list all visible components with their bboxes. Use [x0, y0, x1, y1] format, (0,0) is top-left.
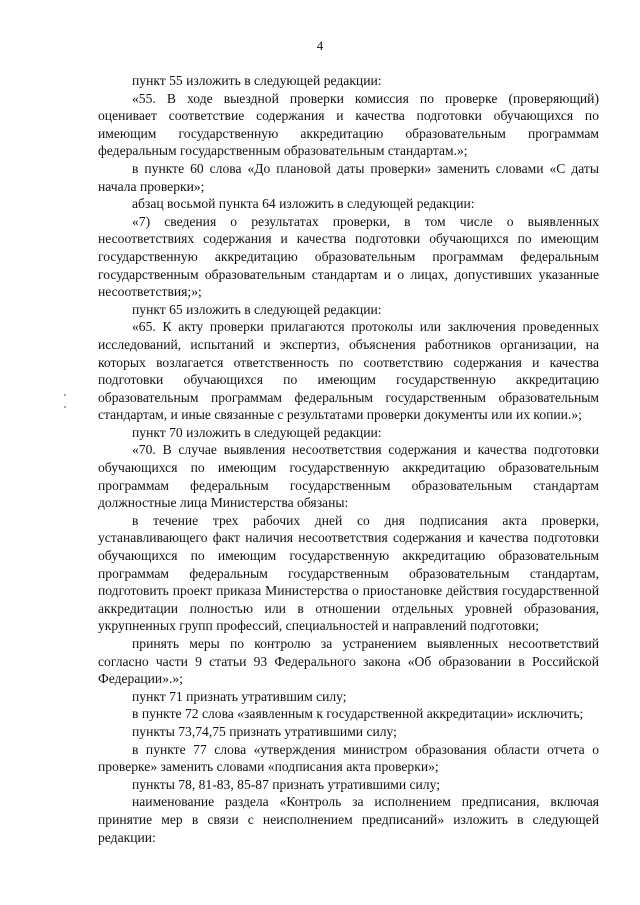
paragraph-item-70-duty-2: принять меры по контролю за устранением выявленных несоответствий согласно части 9 статьи 93 Федерального закона «Об образовании в Российской Федерации».»; — [98, 636, 599, 687]
paragraph-item-71: пункт 71 признать утратившим силу; — [132, 688, 347, 704]
paragraph-items-78-87: пункты 78, 81-83, 85-87 признать утратившими силу; — [132, 776, 440, 792]
scan-speck — [64, 406, 66, 408]
paragraph-section-title: наименование раздела «Контроль за исполнением предписания, включая принятие мер в связи с неисполнением предписаний» изложить в следующей редакции: — [98, 794, 599, 845]
paragraph-item-70-duty-1: в течение трех рабочих дней со дня подписания акта проверки, устанавливающего факт наличия несоответствия содержания и качества подготовки обучающихся по имеющим государственную аккредитацию образовательным программам федеральным государственным образовательным стандартам, подготовить проект приказа Министерства о приостановке действия государственной аккредитации полностью или в отношении отдельных уровней образования, укрупненных групп профессий, специальностей и направлений подготовки; — [98, 512, 599, 634]
paragraph-item-64-text: «7) сведения о результатах проверки, в том числе о выявленных несоответствиях содержания и качества подготовки обучающихся по имеющим государственную аккредитацию образовательным программам федеральным государственным образовательным стандартам и о лицах, допустивших указанные несоответствия;»; — [98, 213, 599, 300]
paragraph-item-55-text: «55. В ходе выездной проверки комиссия по проверке (проверяющий) оценивает соответствие содержания и качества подготовки обучающихся по имеющим государственную аккредитацию образовательным программам федеральным государственным образовательным стандартам.»; — [98, 90, 599, 159]
paragraph-item-60: в пункте 60 слова «До плановой даты проверки» заменить словами «С даты начала проверки»; — [98, 160, 599, 194]
paragraph-item-70-text: «70. В случае выявления несоответствия содержания и качества подготовки обучающихся по имеющим государственную аккредитацию образовательным программам федеральным государственным образовательным стандартам должностные лица Министерства обязаны: — [98, 442, 599, 511]
document-body — [98, 72, 599, 846]
paragraph-item-72: в пункте 72 слова «заявленным к государственной аккредитации» исключить; — [132, 706, 584, 722]
paragraph-item-70-intro: пункт 70 изложить в следующей редакции: — [132, 424, 382, 440]
paragraph-item-77: в пункте 77 слова «утверждения министром образования области отчета о проверке» заменить словами «подписания акта проверки»; — [98, 741, 599, 775]
paragraph-items-73-75: пункты 73,74,75 признать утратившими силу; — [132, 723, 397, 739]
paragraph-item-64-intro: абзац восьмой пункта 64 изложить в следующей редакции: — [132, 196, 475, 212]
paragraph-item-55-intro: пункт 55 изложить в следующей редакции: — [132, 73, 382, 88]
page-number: 4 — [316, 38, 324, 53]
scan-speck — [64, 394, 66, 396]
paragraph-item-65-text: «65. К акту проверки прилагаются протоколы или заключения проведенных исследований, испытаний и экспертиз, объяснения работников организации, на которых возлагается ответственность по соответствию содержания и качества подготовки обучающихся по имеющим государственную аккредитацию образовательным программам федеральным государственным образовательным стандартам, и иные связанные с результатами проверки документы или их копии.»; — [98, 319, 599, 423]
paragraph-item-65-intro: пункт 65 изложить в следующей редакции: — [132, 301, 382, 317]
